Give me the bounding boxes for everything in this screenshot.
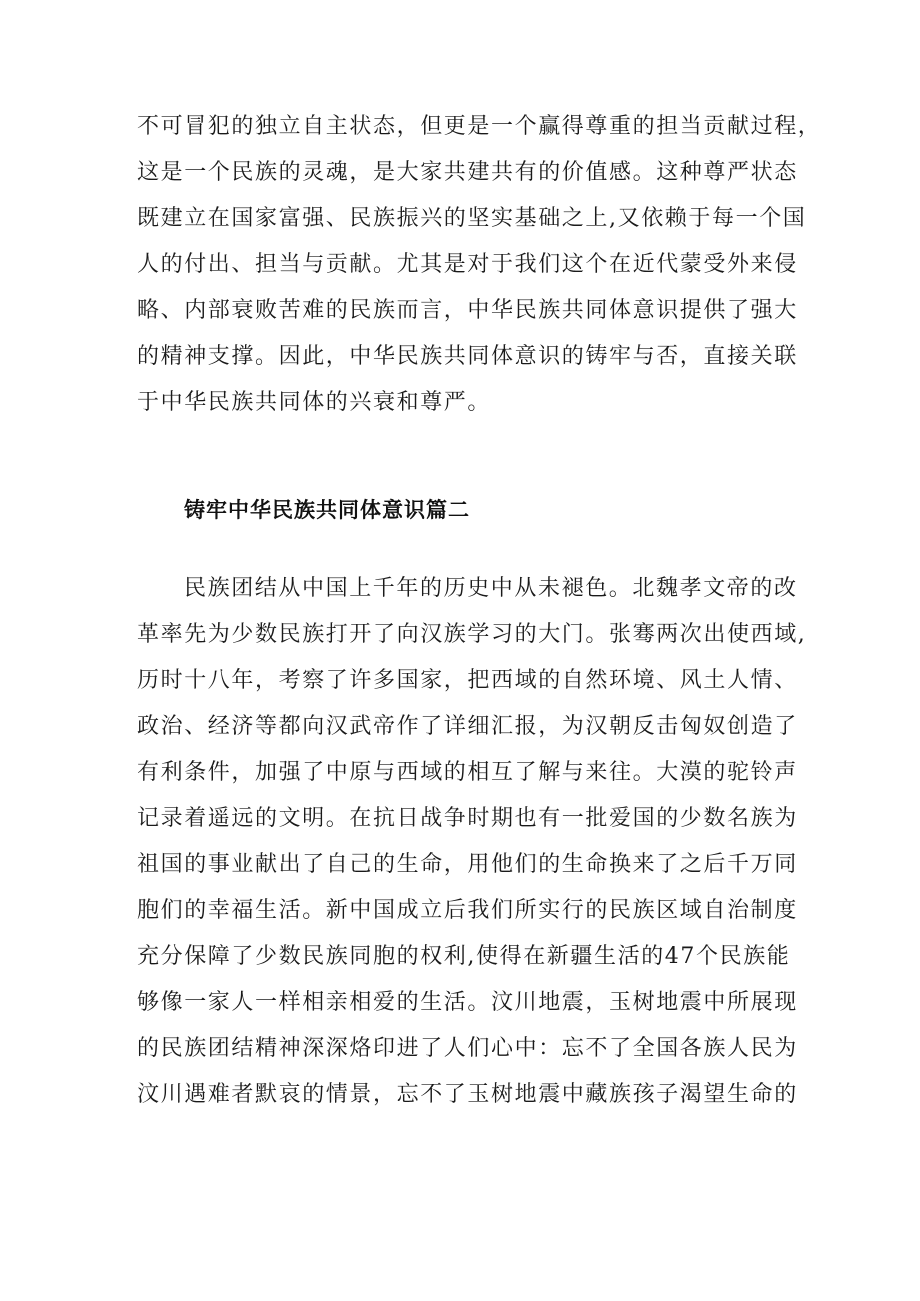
paragraph-2-line-5: 有利条件，加强了中原与西域的相互了解与来往。大漠的驼铃声 (137, 760, 798, 785)
paragraph-2-line-2: 革率先为少数民族打开了向汉族学习的大门。张骞两次出使西域, (137, 622, 807, 647)
section-heading: 铸牢中华民族共同体意识篇二 (184, 498, 470, 522)
paragraph-1-line-4: 人的付出、担当与贡献。尤其是对于我们这个在近代蒙受外来侵 (137, 252, 798, 277)
paragraph-1-line-6: 的精神支撑。因此，中华民族共同体意识的铸牢与否，直接关联 (137, 344, 798, 369)
paragraph-1-line-7: 于中华民族共同体的兴衰和尊严。 (137, 390, 492, 415)
paragraph-2-line-9: 充分保障了少数民族同胞的权利,使得在新疆生活的47个民族能 (137, 944, 791, 969)
paragraph-1-line-1: 不可冒犯的独立自主状态，但更是一个赢得尊重的担当贡献过程， (137, 114, 822, 139)
paragraph-2-line-4: 政治、经济等都向汉武帝作了详细汇报，为汉朝反击匈奴创造了 (137, 714, 798, 739)
paragraph-2-line-11: 的民族团结精神深深烙印进了人们心中：忘不了全国各族人民为 (137, 1036, 798, 1061)
paragraph-2-line-12: 汶川遇难者默哀的情景，忘不了玉树地震中藏族孩子渴望生命的 (137, 1082, 798, 1107)
paragraph-2-line-7: 祖国的事业献出了自己的生命，用他们的生命换来了之后千万同 (137, 852, 798, 877)
paragraph-2-line-10: 够像一家人一样相亲相爱的生活。汶川地震，玉树地震中所展现 (137, 990, 798, 1015)
paragraph-1-line-2: 这是一个民族的灵魂，是大家共建共有的价值感。这种尊严状态 (137, 160, 798, 185)
paragraph-2-line-1: 民族团结从中国上千年的历史中从未褪色。北魏孝文帝的改 (184, 576, 798, 601)
paragraph-2-line-6: 记录着遥远的文明。在抗日战争时期也有一批爱国的少数名族为 (137, 806, 798, 831)
paragraph-2-line-8: 胞们的幸福生活。新中国成立后我们所实行的民族区域自治制度 (137, 898, 798, 923)
paragraph-2-line-3: 历时十八年，考察了许多国家，把西域的自然环境、风土人情、 (137, 668, 798, 693)
paragraph-1-line-3: 既建立在国家富强、民族振兴的坚实基础之上,又依赖于每一个国 (137, 206, 807, 231)
paragraph-1-line-5: 略、内部衰败苦难的民族而言，中华民族共同体意识提供了强大 (137, 298, 798, 323)
